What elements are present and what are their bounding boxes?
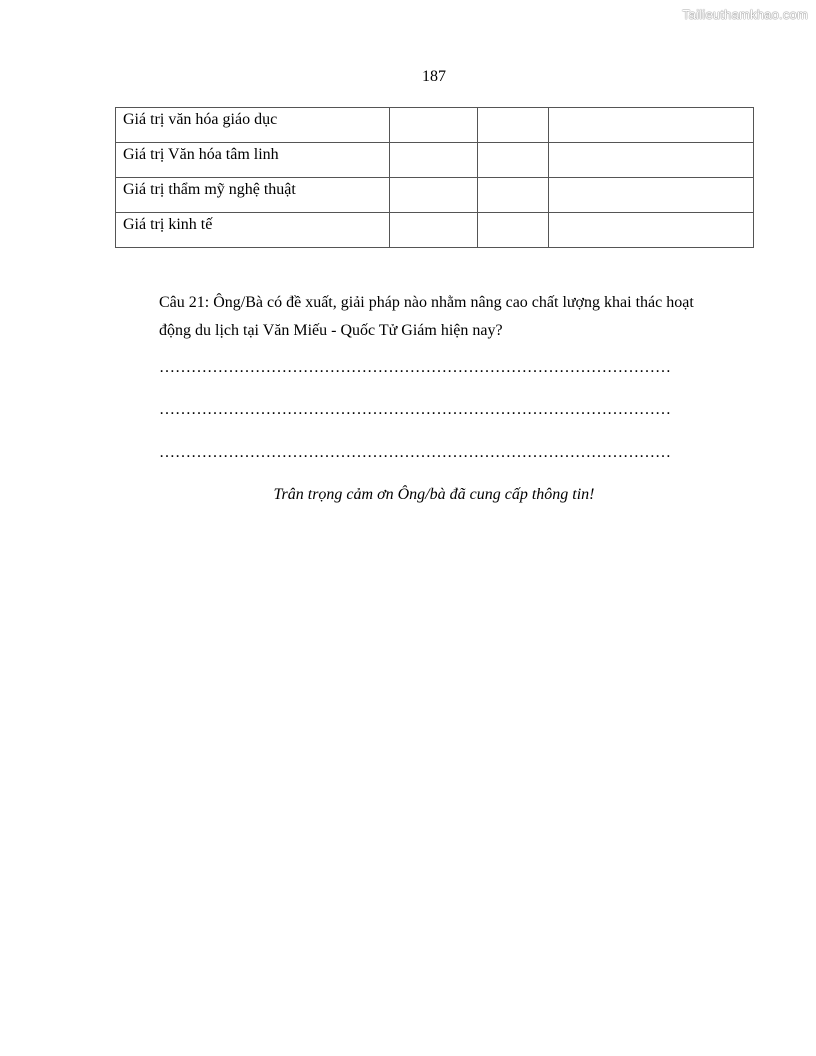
answer-line: …………………………………………………………………………………… bbox=[159, 359, 671, 376]
rating-cell bbox=[478, 143, 549, 178]
rating-cell bbox=[390, 213, 478, 248]
rating-cell bbox=[549, 213, 754, 248]
rating-cell bbox=[478, 108, 549, 143]
question-21: Câu 21: Ông/Bà có đề xuất, giải pháp nào nhằm nâng cao chất lượng khai thác hoạt động du lịch tại Văn Miếu - Quốc Tử Giám hiện nay? bbox=[159, 294, 694, 339]
rating-cell bbox=[478, 178, 549, 213]
rating-cell bbox=[390, 143, 478, 178]
table-row bbox=[116, 108, 754, 143]
table-row bbox=[116, 143, 754, 178]
evaluation-table bbox=[115, 107, 754, 248]
row-label: Giá trị văn hóa giáo dục bbox=[116, 108, 390, 143]
answer-line: …………………………………………………………………………………… bbox=[159, 444, 671, 461]
page-number: 187 bbox=[422, 68, 446, 85]
watermark: Tailieuthamkhao.com bbox=[682, 7, 808, 22]
table-row bbox=[116, 178, 754, 213]
answer-line: …………………………………………………………………………………… bbox=[159, 401, 671, 418]
rating-cell bbox=[390, 108, 478, 143]
rating-cell bbox=[549, 108, 754, 143]
closing-thanks: Trân trọng cảm ơn Ông/bà đã cung cấp thông tin! bbox=[273, 486, 595, 503]
row-label: Giá trị Văn hóa tâm linh bbox=[116, 143, 390, 178]
table-row bbox=[116, 213, 754, 248]
row-label: Giá trị kinh tế bbox=[116, 213, 390, 248]
rating-cell bbox=[390, 178, 478, 213]
rating-cell bbox=[549, 143, 754, 178]
row-label: Giá trị thẩm mỹ nghệ thuật bbox=[116, 178, 390, 213]
rating-cell bbox=[549, 178, 754, 213]
rating-cell bbox=[478, 213, 549, 248]
